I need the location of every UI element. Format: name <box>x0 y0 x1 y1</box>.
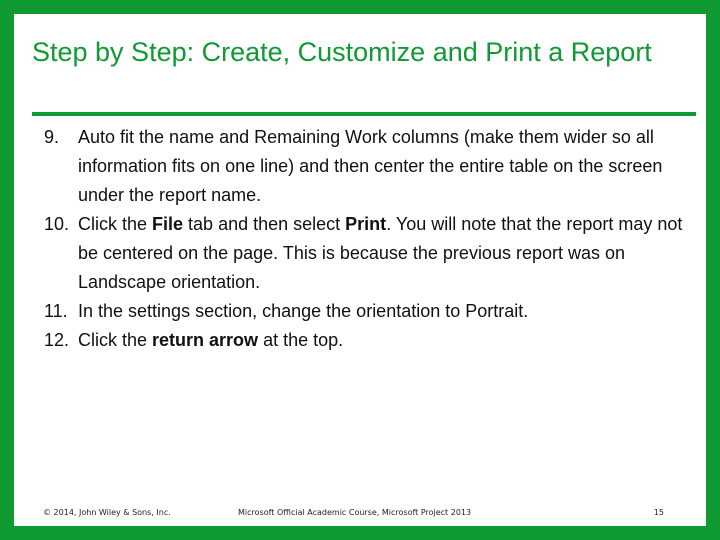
step-text-segment: In the settings section, change the orientation to Portrait. <box>78 301 529 321</box>
page-number: 15 <box>653 508 664 517</box>
slide-panel <box>14 14 706 526</box>
step-text-segment: Click the <box>78 330 153 350</box>
step-text-segment: . You will note that the report may not be centered on the page. This is because the previous report was on Landscape orientation. <box>78 214 683 292</box>
title-divider <box>32 112 696 116</box>
step-text <box>78 123 692 210</box>
list-item-step-9 <box>44 123 692 210</box>
footer-course: Microsoft Official Academic Course, Microsoft Project 2013 <box>238 508 472 517</box>
step-text <box>78 297 692 326</box>
step-text-segment: at the top. <box>258 330 344 350</box>
footer-copyright: © 2014, John Wiley & Sons, Inc. <box>43 508 171 517</box>
step-number: 9. <box>44 127 60 147</box>
step-list <box>44 123 692 355</box>
step-number: 11. <box>44 301 68 321</box>
print-command-reference: Print <box>345 214 387 234</box>
file-tab-reference: File <box>152 214 184 234</box>
slide-title: Step by Step: Create, Customize and Print a Report <box>32 37 652 67</box>
step-number: 12. <box>44 330 70 350</box>
return-arrow-reference: return arrow <box>152 330 259 350</box>
step-text-segment: Auto fit the name and Remaining Work columns (make them wider so all information fits on one line) and then center the entire table on the screen under the report name. <box>78 127 663 205</box>
step-text-segment: Click the <box>78 214 153 234</box>
list-item-step-10 <box>44 210 692 297</box>
list-item-step-11 <box>44 297 692 326</box>
step-number: 10. <box>44 214 70 234</box>
step-text <box>78 326 692 355</box>
step-text <box>78 210 692 297</box>
step-text-segment: tab and then select <box>183 214 346 234</box>
list-item-step-12 <box>44 326 692 355</box>
